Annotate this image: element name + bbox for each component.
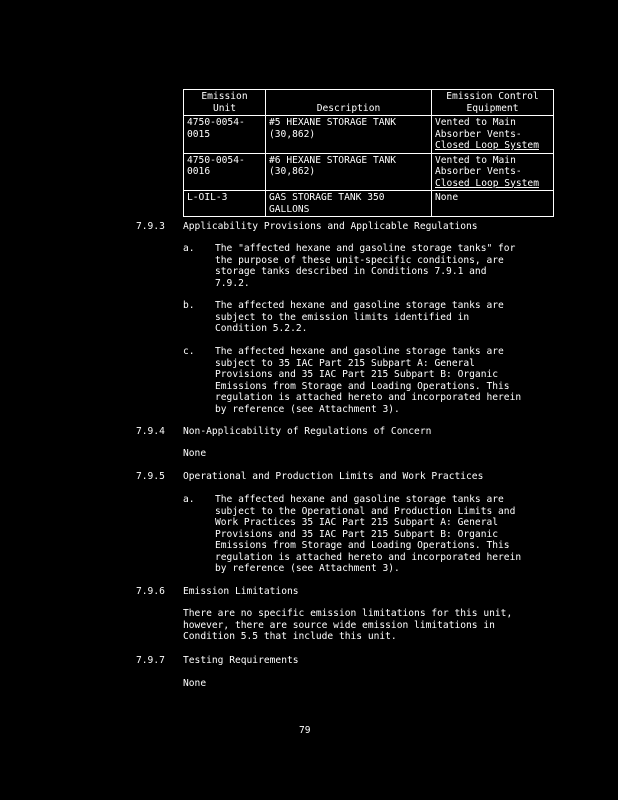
page-number: 79 — [299, 725, 311, 736]
cell-unit: 4750-0054- 0016 — [184, 153, 266, 191]
cell-control: Vented to Main Absorber Vents- Closed Loop System — [432, 116, 554, 154]
section-number: 7.9.3 — [136, 221, 165, 232]
header-control-equipment: Emission Control Equipment — [432, 90, 554, 116]
section-title: Emission Limitations — [183, 586, 299, 597]
section-number: 7.9.5 — [136, 471, 165, 482]
table-row — [184, 116, 554, 154]
cell-control: None — [432, 191, 554, 217]
section-title: Testing Requirements — [183, 655, 299, 666]
item-text: The affected hexane and gasoline storage tanks are subject to the emission limits identified in Condition 5.2.2. — [215, 300, 504, 334]
section-title: Non-Applicability of Regulations of Concern — [183, 426, 432, 437]
item-text: The "affected hexane and gasoline storage tanks" for the purpose of these unit-specific conditions, are storage tanks described in Conditions 7.9.1 and 7.9.2. — [215, 243, 516, 289]
cell-unit: L-OIL-3 — [184, 191, 266, 217]
emission-limitations-text: There are no specific emission limitations for this unit, however, there are source wide emission limitations in Condition 5.5 that include this unit. — [183, 608, 513, 642]
item-letter: a. — [183, 494, 195, 505]
cell-description: #5 HEXANE STORAGE TANK (30,862) — [266, 116, 432, 154]
section-number: 7.9.6 — [136, 586, 165, 597]
section-title: Operational and Production Limits and Work Practices — [183, 471, 484, 482]
item-letter: a. — [183, 243, 195, 254]
table-row — [184, 191, 554, 217]
section-number: 7.9.7 — [136, 655, 165, 666]
header-description: Description — [266, 90, 432, 116]
testing-text: None — [183, 678, 207, 689]
item-letter: c. — [183, 346, 195, 357]
cell-description: GAS STORAGE TANK 350 GALLONS — [266, 191, 432, 217]
emission-units-table — [183, 89, 554, 217]
cell-unit: 4750-0054- 0015 — [184, 116, 266, 154]
non-applicability-text: None — [183, 448, 207, 459]
section-title: Applicability Provisions and Applicable Regulations — [183, 221, 478, 232]
header-emission-unit: Emission Unit — [184, 90, 266, 116]
underlined-text: Closed Loop System — [435, 140, 539, 151]
table-header-row — [184, 90, 554, 116]
item-letter: b. — [183, 300, 195, 311]
cell-control: Vented to Main Absorber Vents- Closed Loop System — [432, 153, 554, 191]
section-number: 7.9.4 — [136, 426, 165, 437]
item-text: The affected hexane and gasoline storage tanks are subject to 35 IAC Part 215 Subpart A: General Provisions and 35 IAC Part 215 Subpart B: Organic Emissions from Storage and Loading Operations. This regulation is attached hereto and incorporated herein by reference (see Attachment 3). — [215, 346, 522, 415]
cell-description: #6 HEXANE STORAGE TANK (30,862) — [266, 153, 432, 191]
item-text: The affected hexane and gasoline storage tanks are subject to the Operational and Production Limits and Work Practices 35 IAC Part 215 Subpart A: General Provisions and 35 IAC Part 215 Subpart B: Organic Emissions from Storage and Loading Operations. This regulation is attached hereto and incorporated herein by reference (see Attachment 3). — [215, 494, 522, 574]
underlined-text: Closed Loop System — [435, 177, 539, 189]
table-row — [184, 153, 554, 191]
